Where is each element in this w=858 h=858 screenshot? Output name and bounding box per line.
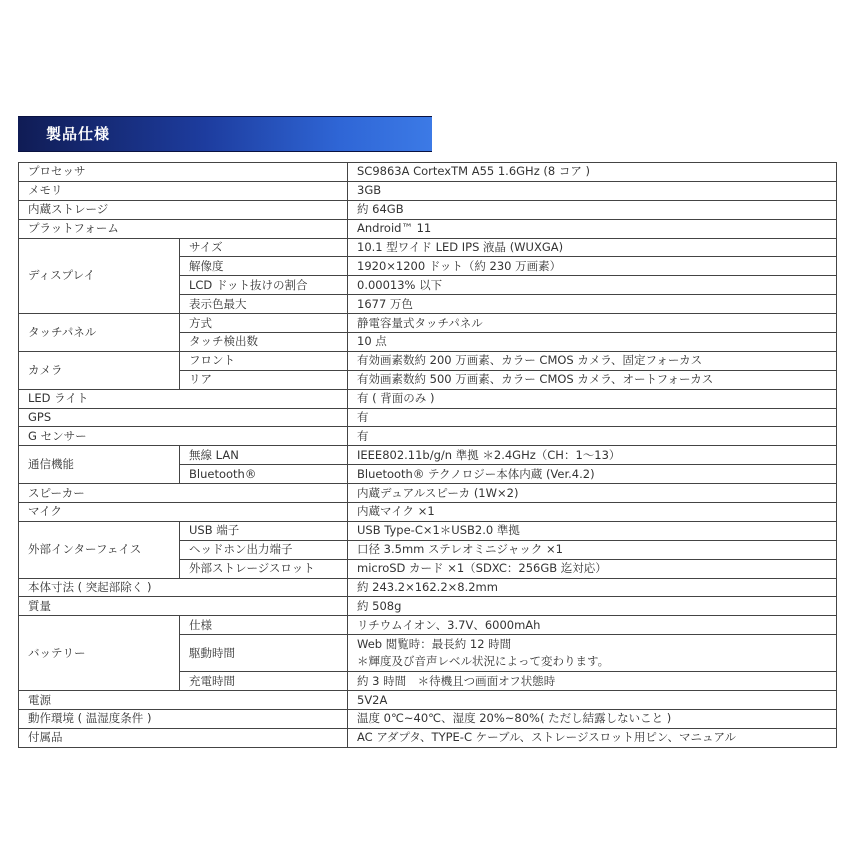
spec-value: Bluetooth® テクノロジー本体内蔵 (Ver.4.2)	[348, 465, 837, 484]
spec-value: IEEE802.11b/g/n 準拠 ＊2.4GHz（CH：1～13）	[348, 446, 837, 465]
spec-value: 約 508g	[348, 597, 837, 616]
spec-group-label: 外部インターフェイス	[19, 521, 180, 578]
table-row	[19, 427, 837, 446]
spec-value: 有	[348, 427, 837, 446]
spec-value	[348, 635, 837, 672]
spec-value: 静電容量式タッチパネル	[348, 314, 837, 333]
spec-sublabel: フロント	[180, 351, 348, 370]
spec-value: 約 3 時間 ＊待機且つ画面オフ状態時	[348, 672, 837, 691]
spec-group-label: タッチパネル	[19, 314, 180, 352]
spec-sublabel: LCD ドット抜けの割合	[180, 276, 348, 295]
spec-sublabel: サイズ	[180, 238, 348, 257]
spec-value: USB Type-C×1＊USB2.0 準拠	[348, 521, 837, 540]
table-row	[19, 446, 837, 465]
spec-value: 0.00013% 以下	[348, 276, 837, 295]
spec-value: 約 64GB	[348, 200, 837, 219]
spec-sublabel: 無線 LAN	[180, 446, 348, 465]
battery-time-line-2: ＊輝度及び音声レベル状況によって変わります。	[357, 654, 610, 669]
table-row	[19, 521, 837, 540]
battery-time-line-1: Web 閲覧時：最長約 12 時間	[357, 637, 512, 652]
spec-value: 5V2A	[348, 691, 837, 710]
table-row	[19, 728, 837, 747]
spec-value: Android™ 11	[348, 219, 837, 238]
table-row	[19, 503, 837, 522]
table-row	[19, 219, 837, 238]
spec-label: プロセッサ	[19, 163, 348, 182]
spec-label: 質量	[19, 597, 348, 616]
spec-value: 有 ( 背面のみ )	[348, 389, 837, 408]
spec-label: LED ライト	[19, 389, 348, 408]
spec-label: 内蔵ストレージ	[19, 200, 348, 219]
section-header-bar	[18, 116, 432, 152]
table-row	[19, 578, 837, 597]
spec-table	[18, 162, 837, 748]
spec-label: メモリ	[19, 181, 348, 200]
spec-label: GPS	[19, 408, 348, 427]
spec-value: SC9863A CortexTM A55 1.6GHz (8 コア )	[348, 163, 837, 182]
table-row	[19, 597, 837, 616]
spec-group-label: カメラ	[19, 351, 180, 389]
table-row	[19, 238, 837, 257]
spec-value: 有効画素数約 500 万画素、カラー CMOS カメラ、オートフォーカス	[348, 370, 837, 389]
spec-value: 有	[348, 408, 837, 427]
table-row	[19, 200, 837, 219]
table-row	[19, 181, 837, 200]
spec-value: 内蔵デュアルスピーカ (1W×2)	[348, 484, 837, 503]
spec-group-label: ディスプレイ	[19, 238, 180, 314]
spec-sublabel: 外部ストレージスロット	[180, 559, 348, 578]
table-row	[19, 484, 837, 503]
section-title: 製品仕様	[46, 125, 111, 143]
spec-value: 口径 3.5mm ステレオミニジャック ×1	[348, 540, 837, 559]
spec-label: スピーカー	[19, 484, 348, 503]
table-row	[19, 710, 837, 729]
table-row	[19, 351, 837, 370]
spec-label: 本体寸法 ( 突起部除く )	[19, 578, 348, 597]
spec-sublabel: 仕様	[180, 616, 348, 635]
spec-sublabel: 方式	[180, 314, 348, 333]
table-row	[19, 314, 837, 333]
spec-value: リチウムイオン、3.7V、6000mAh	[348, 616, 837, 635]
spec-sublabel: 解像度	[180, 257, 348, 276]
spec-sublabel: 表示色最大	[180, 295, 348, 314]
spec-label: 付属品	[19, 728, 348, 747]
spec-sublabel: ヘッドホン出力端子	[180, 540, 348, 559]
spec-value: 約 243.2×162.2×8.2mm	[348, 578, 837, 597]
spec-value: 1677 万色	[348, 295, 837, 314]
spec-label: 動作環境 ( 温湿度条件 )	[19, 710, 348, 729]
spec-sublabel: 充電時間	[180, 672, 348, 691]
spec-sublabel: 駆動時間	[180, 635, 348, 672]
table-row	[19, 408, 837, 427]
table-row	[19, 389, 837, 408]
table-row	[19, 163, 837, 182]
spec-label: プラットフォーム	[19, 219, 348, 238]
spec-value: 内蔵マイク ×1	[348, 503, 837, 522]
table-row	[19, 691, 837, 710]
spec-group-label: 通信機能	[19, 446, 180, 484]
spec-value: AC アダプタ、TYPE-C ケーブル、ストレージスロット用ピン、マニュアル	[348, 728, 837, 747]
spec-sublabel: リア	[180, 370, 348, 389]
spec-label: G センサー	[19, 427, 348, 446]
table-row	[19, 616, 837, 635]
spec-sublabel: USB 端子	[180, 521, 348, 540]
spec-value: 温度 0℃~40℃、湿度 20%~80%( ただし結露しないこと )	[348, 710, 837, 729]
spec-label: マイク	[19, 503, 348, 522]
spec-value: 有効画素数約 200 万画素、カラー CMOS カメラ、固定フォーカス	[348, 351, 837, 370]
spec-group-label: バッテリー	[19, 616, 180, 691]
spec-sublabel: タッチ検出数	[180, 333, 348, 352]
spec-value: 10 点	[348, 333, 837, 352]
spec-value: 10.1 型ワイド LED IPS 液晶 (WUXGA)	[348, 238, 837, 257]
spec-label: 電源	[19, 691, 348, 710]
spec-value: microSD カード ×1（SDXC：256GB 迄対応）	[348, 559, 837, 578]
spec-value: 3GB	[348, 181, 837, 200]
spec-sublabel: Bluetooth®	[180, 465, 348, 484]
spec-value: 1920×1200 ドット（約 230 万画素）	[348, 257, 837, 276]
